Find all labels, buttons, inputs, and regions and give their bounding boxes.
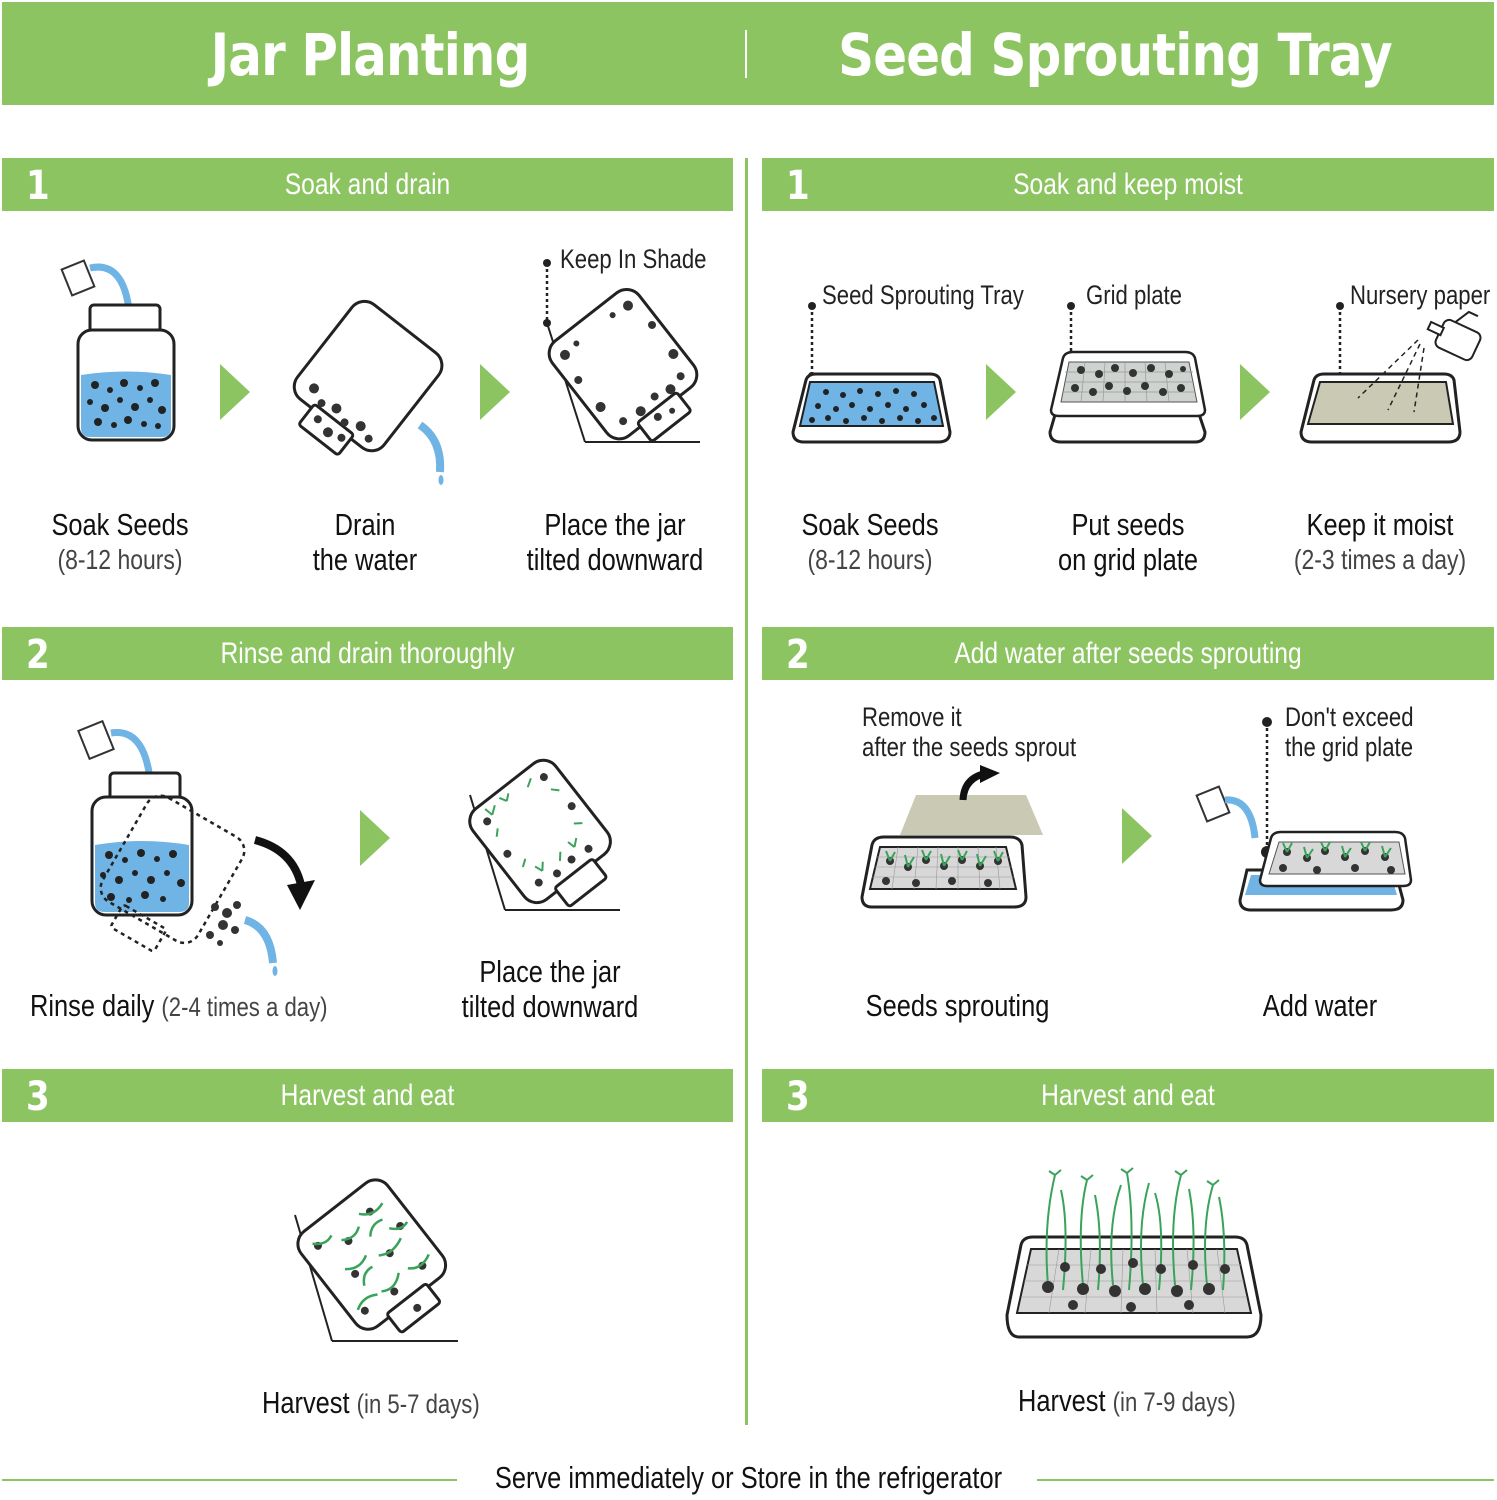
label-sub: (8-12 hours) [807,544,933,575]
label-main: Put seeds [1071,507,1185,542]
jar-place2-label [448,954,653,1024]
step-number: 2 [26,632,50,678]
tray-nursery-paper-illustration [1298,300,1488,450]
label-main: Place the jar [479,954,621,989]
jar-harvest-illustration [290,1175,465,1350]
label-main: Place the jar [544,507,686,542]
label-main: Rinse daily [30,988,155,1023]
arrow-right-icon [220,364,250,420]
tray-put-seeds-label [1030,507,1227,577]
tray-harvest-label [1018,1383,1264,1420]
tray-soak-label [772,507,969,577]
jar-step2-band [2,627,733,680]
arrow-right-icon [986,364,1016,420]
jar-step1-band [2,158,733,211]
label-main: Harvest [1018,1383,1106,1418]
label-main: Seeds sprouting [865,988,1050,1023]
tray-sprouting-illustration [858,765,1048,915]
label-sub: (in 5-7 days) [356,1389,480,1419]
jar-rinse-illustration [75,715,320,980]
label-main: Drain [334,507,396,542]
step-number: 1 [26,163,50,209]
label-main: Soak Seeds [801,507,939,542]
jar-planting-title: Jar Planting [210,21,530,89]
label-main: Soak Seeds [51,507,189,542]
jar-harvest-label [262,1385,508,1422]
seed-sprouting-tray-note: Seed Sprouting Tray [822,280,1024,310]
tray-seeds-sprouting-label [853,988,1062,1023]
arrow-right-icon [360,810,390,866]
footer-line-left [2,1479,457,1481]
jar-soak-illustration [60,250,190,450]
label-sub: tilted downward [526,542,704,577]
label-sub: (2-3 times a day) [1293,544,1467,575]
arrow-right-icon [1122,808,1152,864]
footer-line-right [1037,1479,1494,1481]
step-number: 3 [786,1074,810,1120]
label-sub: (2-4 times a day) [161,992,328,1022]
tray-step3-band [762,1069,1494,1122]
jar-drain-illustration [280,300,455,485]
label-main: Harvest [262,1385,350,1420]
column-divider [745,158,748,1425]
step-title: Soak and drain [284,168,451,201]
remove-note-line2: after the seeds sprout [862,732,1077,762]
jar-soak-label [22,507,219,577]
step-title: Harvest and eat [280,1079,455,1112]
step-title: Harvest and eat [1041,1079,1215,1112]
label-sub: tilted downward [461,989,639,1024]
jar-place-label [513,507,718,577]
label-sub: the water [312,542,418,577]
tray-harvest-illustration [1003,1165,1265,1345]
jar-drain-label [267,507,464,577]
keep-in-shade-note: Keep In Shade [560,244,707,274]
label-sub: on grid plate [1058,542,1198,577]
exceed-note-line1: Don't exceed [1285,702,1414,732]
label-sub: (8-12 hours) [57,544,183,575]
step-title: Add water after seeds sprouting [954,637,1302,670]
nursery-paper-note: Nursery paper [1350,280,1491,310]
seed-sprouting-tray-title: Seed Sprouting Tray [838,21,1392,89]
label-main: Add water [1262,988,1378,1023]
tray-step2-band [762,627,1494,680]
jar-tilted-illustration [535,255,710,450]
tray-keep-moist-label [1278,507,1483,577]
jar-rinse-label [30,988,342,1025]
tray-grid-plate-illustration [1045,300,1210,450]
header-divider [745,30,747,78]
jar-step3-band [2,1069,733,1122]
remove-note-line1: Remove it [862,702,962,732]
footer-text: Serve immediately or Store in the refrigerator [494,1460,1003,1495]
step-number: 1 [786,163,810,209]
step-number: 3 [26,1074,50,1120]
exceed-note-line2: the grid plate [1285,732,1414,762]
step-title: Soak and keep moist [1013,168,1243,201]
label-sub: (in 7-9 days) [1112,1387,1236,1417]
step-title: Rinse and drain thoroughly [220,637,515,670]
tray-soak-illustration [788,300,953,450]
label-main: Keep it moist [1306,507,1454,542]
tray-step1-band [762,158,1494,211]
tray-add-water-label [1238,988,1402,1023]
jar-tilted-sprouting-illustration [465,755,630,920]
arrow-right-icon [480,364,510,420]
grid-plate-note: Grid plate [1086,280,1182,310]
step-number: 2 [786,632,810,678]
tray-add-water-illustration [1195,710,1415,915]
arrow-right-icon [1240,364,1270,420]
